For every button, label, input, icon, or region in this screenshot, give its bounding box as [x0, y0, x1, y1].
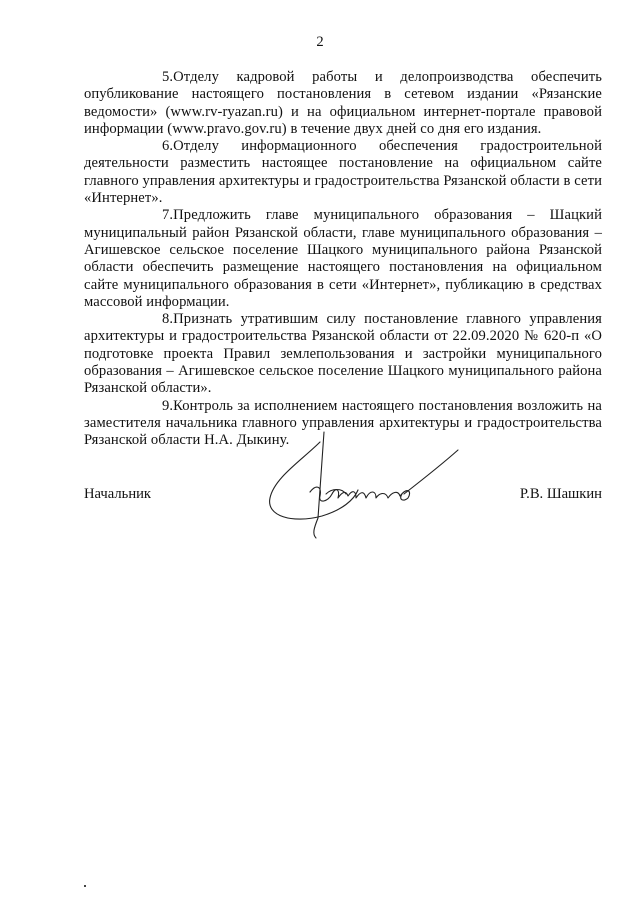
paragraph-7	[84, 207, 602, 311]
paragraph-5	[84, 69, 602, 138]
scan-speck	[84, 885, 86, 887]
paragraph-6	[84, 138, 602, 207]
paragraph-text: Признать утратившим силу постановление главного управления архитектуры и градостроительства Рязанской области от 22.09.2020 № 620-п «О подготовке проекта Правил землепользования и застройки муниципального образования – Агишевское сельское поселение Шацкого муниципального района Рязанской области».	[84, 311, 602, 397]
handwritten-signature	[262, 420, 462, 540]
signatory-title: Начальник	[84, 486, 152, 502]
paragraph-number: 8.	[162, 311, 174, 328]
page-number: 2	[316, 34, 324, 50]
paragraph-number: 5.	[162, 69, 174, 85]
signatory-name: Р.В. Шашкин	[519, 486, 602, 502]
paragraph-8	[84, 311, 602, 397]
paragraph-text: Отделу кадровой работы и делопроизводства обеспечить опубликование настоящего постановления в сетевом издании «Рязанские ведомости» (www.rv-ryazan.ru) и на официальном интернет-портале правовой информации (www.pravo.gov.ru) в течение двух дней со дня его издания.	[84, 69, 602, 137]
document-body	[84, 69, 602, 450]
paragraph-text: Отделу информационного обеспечения градостроительной деятельности разместить настоящее постановление на официальном сайте главного управления архитектуры и градостроительства Рязанской области в сети «Интернет».	[84, 138, 602, 207]
paragraph-number: 6.	[162, 138, 174, 155]
paragraph-number: 7.	[162, 207, 174, 224]
paragraph-text: Предложить главе муниципального образования – Шацкий муниципальный район Рязанской области, главе муниципального образования – Агишевское сельское поселение Шацкого муниципального района Рязанской области обеспечить размещение настоящего постановления на официальном сайте муниципального образования в сети «Интернет», публикацию в средствах массовой информации.	[84, 207, 602, 310]
paragraph-text: Контроль за исполнением настоящего постановления возложить на заместителя начальника главного управления архитектуры и градостроительства Рязанской области Н.А. Дыкину.	[84, 397, 602, 449]
paragraph-number: 9.	[162, 397, 174, 414]
